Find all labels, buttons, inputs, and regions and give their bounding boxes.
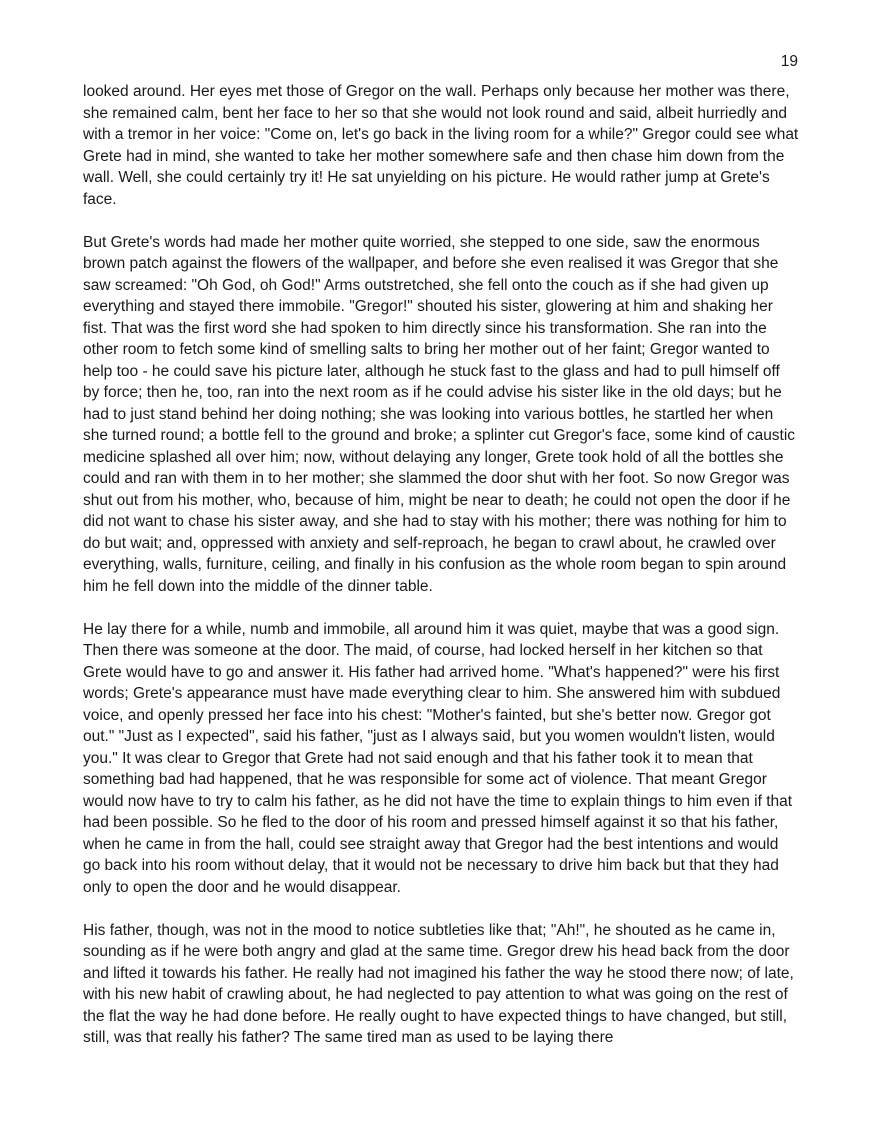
paragraph-1: looked around. Her eyes met those of Gregor on the wall. Perhaps only because her mother was there, she remained calm, bent her face to her so that she would not look round and said, albeit hurriedly and with a tremor in her voice: "Come on, let's go back in the living room for a while?" Gregor could see what Grete had in mind, she wanted to take her mother somewhere safe and then chase him down from the wall. Well, she could certainly try it! He sat unyielding on his picture. He would rather jump at Grete's face. bbox=[83, 83, 799, 208]
page-number: 19 bbox=[780, 53, 798, 70]
body-text bbox=[83, 81, 799, 1070]
paragraph-4: His father, though, was not in the mood to notice subtleties like that; "Ah!", he shouted as he came in, sounding as if he were both angry and glad at the same time. Gregor drew his head back from the door and lifted it towards his father. He really had not imagined his father the way he stood there now; of late, with his new habit of crawling about, he had neglected to pay attention to what was going on the rest of the flat the way he had done before. He really ought to have expected things to have changed, but still, still, was that really his father? The same tired man as used to be laying there bbox=[83, 921, 794, 1046]
paragraph-2: But Grete's words had made her mother quite worried, she stepped to one side, saw the enormous brown patch against the flowers of the wallpaper, and before she even realised it was Gregor that she saw screamed: "Oh God, oh God!" Arms outstretched, she fell onto the couch as if she had given up everything and stayed there immobile. "Gregor!" shouted his sister, glowering at him and shaking her fist. That was the first word she had spoken to him directly since his transformation. She ran into the other room to fetch some kind of smelling salts to bring her mother out of her faint; Gregor wanted to help too - he could save his picture later, although he stuck fast to the glass and had to pull himself off by force; then he, too, ran into the next room as if he could advise his sister like in the old days; but he had to just stand behind her doing nothing; she was looking into various bottles, he startled her when she turned round; a bottle fell to the ground and broke; a splinter cut Gregor's face, some kind of caustic medicine splashed all over him; now, without delaying any longer, Grete took hold of all the bottles she could and ran with them in to her mother; she slammed the door shut with her foot. So now Gregor was shut out from his mother, who, because of him, might be near to death; he could not open the door if he did not want to chase his sister away, and she had to stay with his mother; there was nothing for him to do but wait; and, oppressed with anxiety and self-reproach, he began to crawl about, he crawled over everything, walls, furniture, ceiling, and finally in his confusion as the whole room began to spin around him he fell down into the middle of the dinner table. bbox=[83, 233, 796, 595]
paragraph-3: He lay there for a while, numb and immobile, all around him it was quiet, maybe that was a good sign. Then there was someone at the door. The maid, of course, had locked herself in her kitchen so that Grete would have to go and answer it. His father had arrived home. "What's happened?" were his first words; Grete's appearance must have made everything clear to him. She answered him with subdued voice, and openly pressed her face into his chest: "Mother's fainted, but she's better now. Gregor got out." "Just as I expected", said his father, "just as I always said, but you women wouldn't listen, would you." It was clear to Gregor that Grete had not said enough and that his father took it to mean that something bad had happened, that he was responsible for some act of violence. That meant Gregor would now have to try to calm his father, as he did not have the time to explain things to him even if that had been possible. So he fled to the door of his room and pressed himself against it so that his father, when he came in from the hall, could see straight away that Gregor had the best intentions and would go back into his room without delay, that it would not be necessary to drive him back but that they had only to open the door and he would disappear. bbox=[83, 620, 793, 896]
